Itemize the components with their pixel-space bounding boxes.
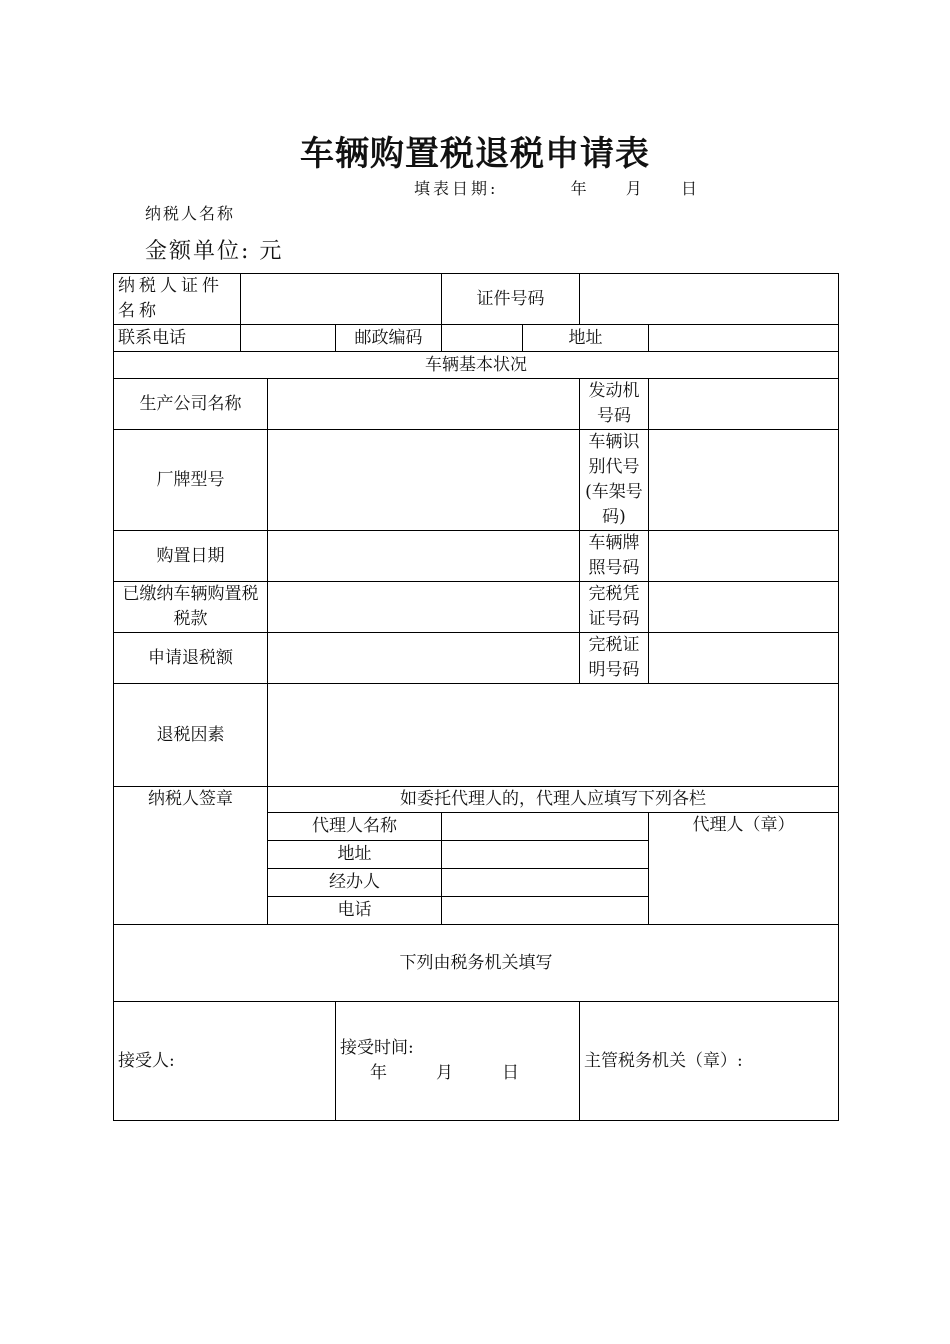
agent-name-label: 代理人名称 [268,813,442,841]
taxpayer-name-label: 纳税人名称 [145,204,236,223]
plate-no-label: 车辆牌照号码 [580,531,649,582]
address-field[interactable] [649,325,839,352]
id-number-label: 证件号码 [442,274,580,325]
address-label: 地址 [523,325,649,352]
tax-office-seal-cell[interactable] [580,1002,839,1121]
manufacturer-label: 生产公司名称 [114,379,268,430]
tax-paid-cert-field[interactable] [649,582,839,633]
brand-model-field[interactable] [268,430,580,531]
id-name-field[interactable] [241,274,442,325]
fill-date-label: 填表日期: [414,179,499,198]
agent-name-field[interactable] [442,813,649,841]
paid-tax-field[interactable] [268,582,580,633]
engine-no-field[interactable] [649,379,839,430]
plate-no-field[interactable] [649,531,839,582]
refund-amount-field[interactable] [268,633,580,684]
fill-date-month: 月 [625,179,645,198]
taxpayer-seal-label: 纳税人签章 [114,787,268,925]
agent-phone-label: 电话 [268,897,442,925]
fill-date [414,176,700,199]
tax-office-seal-label: 主管税务机关（章）: [584,1050,743,1071]
receive-time-day: 日 [502,1063,519,1083]
tax-cert-no-field[interactable] [649,633,839,684]
postcode-label: 邮政编码 [336,325,442,352]
receiver-cell[interactable] [114,1002,336,1121]
receive-time-year: 年 [370,1063,387,1083]
postcode-field[interactable] [442,325,523,352]
fill-date-day: 日 [681,179,701,198]
agent-address-label: 地址 [268,841,442,869]
agent-handler-field[interactable] [442,869,649,897]
vehicle-section-header: 车辆基本状况 [114,352,839,379]
brand-model-label: 厂牌型号 [114,430,268,531]
receive-time-cell[interactable] [336,1002,580,1121]
engine-no-label: 发动机号码 [580,379,649,430]
refund-reason-field[interactable] [268,684,839,787]
tax-cert-no-label: 完税证明号码 [580,633,649,684]
manufacturer-field[interactable] [268,379,580,430]
receiver-label: 接受人: [118,1050,175,1071]
paid-tax-label: 已缴纳车辆购置税税款 [114,582,268,633]
agent-address-field[interactable] [442,841,649,869]
refund-reason-label: 退税因素 [114,684,268,787]
tax-paid-cert-label: 完税凭证号码 [580,582,649,633]
amount-unit: 金额单位: 元 [145,239,284,264]
id-number-field[interactable] [580,274,839,325]
page-title: 车辆购置税退税申请表 [300,134,650,174]
refund-amount-label: 申请退税额 [114,633,268,684]
refund-form-table [113,273,839,1121]
agent-phone-field[interactable] [442,897,649,925]
id-name-label: 纳税人证件名称 [114,274,241,325]
vin-label: 车辆识别代号(车架号码) [580,430,649,531]
phone-label: 联系电话 [114,325,241,352]
purchase-date-label: 购置日期 [114,531,268,582]
receive-time-label: 接受时间: [340,1038,414,1058]
receive-time-month: 月 [436,1063,453,1083]
purchase-date-field[interactable] [268,531,580,582]
fill-date-year: 年 [570,179,590,198]
vin-field[interactable] [649,430,839,531]
agent-seal-label: 代理人（章） [649,813,839,925]
tax-office-section-header: 下列由税务机关填写 [114,925,839,1002]
agent-note: 如委托代理人的，代理人应填写下列各栏 [268,787,839,813]
agent-handler-label: 经办人 [268,869,442,897]
phone-field[interactable] [241,325,336,352]
